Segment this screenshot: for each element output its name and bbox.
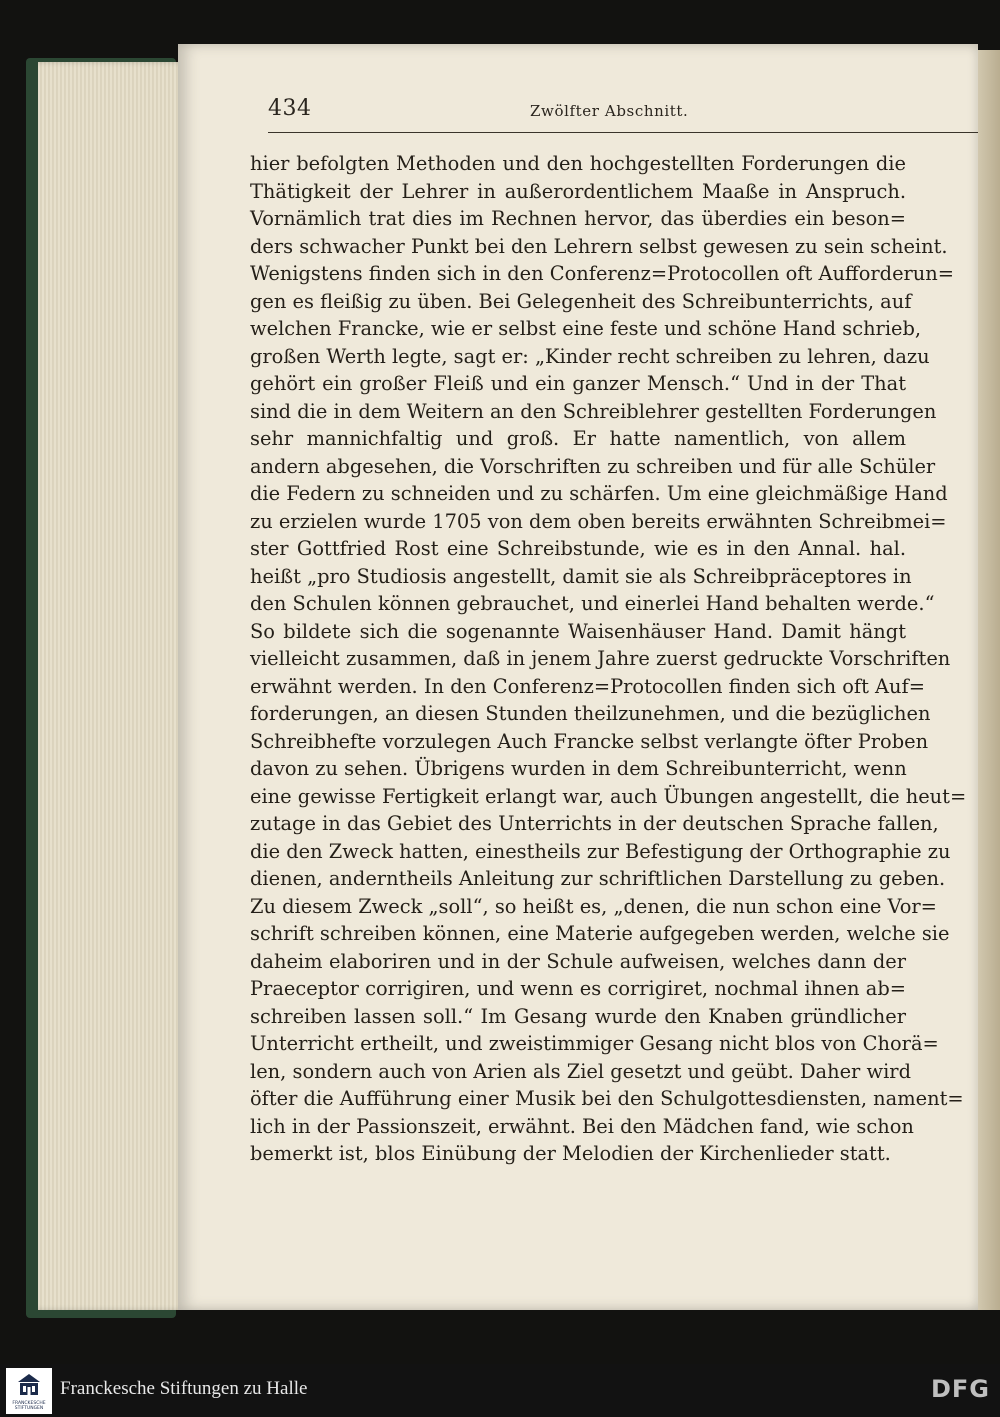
page-header [268, 92, 978, 133]
text-line: die Federn zu schneiden und zu schärfen. Um eine gleichmäßige Hand [250, 482, 948, 505]
text-line: zutage in das Gebiet des Unterrichts in der deutschen Sprache fallen, [250, 812, 939, 835]
text-line: schreiben lassen soll.“ Im Gesang wurde den Knaben gründlicher [250, 1004, 906, 1028]
text-line: So bildete sich die sogenannte Waisenhäuser Hand. Damit hängt [250, 619, 906, 643]
institution-name: Franckesche Stiftungen zu Halle [60, 1378, 308, 1399]
text-line: gehört ein großer Fleiß und ein ganzer Mensch.“ Und in der That [250, 372, 906, 395]
page-edges [38, 62, 188, 1310]
text-line: hier befolgten Methoden und den hochgestellten Forderungen die [250, 152, 906, 175]
running-head: Zwölfter Abschnitt. [530, 102, 689, 120]
text-line: Schreibhefte vorzulegen Auch Francke selbst verlangte öfter Proben [250, 729, 929, 753]
building-icon [16, 1372, 42, 1400]
text-line: davon zu sehen. Übrigens wurden in dem Schreibunterricht, wenn [250, 757, 907, 780]
text-line: forderungen, an diesen Stunden theilzunehmen, und die bezüglichen [250, 702, 931, 725]
logo-caption: FRANCKESCHE STIFTUNGEN [12, 1401, 46, 1411]
text-line: Zu diesem Zweck „soll“, so heißt es, „denen, die nun schon eine Vor= [250, 894, 937, 918]
text-line: zu erzielen wurde 1705 von dem oben bereits erwähnten Schreibmei= [250, 509, 947, 533]
text-line: Thätigkeit der Lehrer in außerordentlichem Maaße in Anspruch. [250, 179, 906, 203]
page-number: 434 [268, 96, 312, 121]
text-line: welchen Francke, wie er selbst eine feste und schöne Hand schrieb, [250, 317, 922, 340]
text-line: heißt „pro Studiosis angestellt, damit sie als Schreibpräceptores in [250, 564, 912, 588]
text-line: ders schwacher Punkt bei den Lehrern selbst gewesen zu sein scheint. [250, 234, 948, 258]
body-text [250, 150, 967, 1168]
text-line: bemerkt ist, blos Einübung der Melodien der Kirchenlieder statt. [250, 1142, 891, 1165]
text-line: gen es fleißig zu üben. Bei Gelegenheit des Schreibunterrichts, auf [250, 289, 912, 313]
text-line: großen Werth legte, sagt er: „Kinder recht schreiben zu lehren, dazu [250, 344, 930, 368]
text-line: sehr mannichfaltig und groß. Er hatte namentlich, von allem [250, 427, 906, 450]
text-line: ster Gottfried Rost eine Schreibstunde, wie es in den Annal. hal. [250, 537, 906, 560]
text-line: Praeceptor corrigiren, und wenn es corrigiret, nochmal ihnen ab= [250, 977, 906, 1000]
text-line: len, sondern auch von Arien als Ziel gesetzt und geübt. Daher wird [250, 1059, 911, 1083]
dfg-logo[interactable]: DFG [930, 1375, 990, 1403]
text-line: sind die in dem Weitern an den Schreiblehrer gestellten Forderungen [250, 399, 937, 423]
text-line: Vornämlich trat dies im Rechnen hervor, das überdies ein beson= [250, 207, 906, 230]
text-line: Unterricht ertheilt, und zweistimmiger Gesang nicht blos von Chorä= [250, 1032, 939, 1055]
text-line: Wenigstens finden sich in den Conferenz=Protocollen oft Aufforderun= [250, 262, 955, 285]
institution-logo[interactable] [6, 1368, 52, 1414]
text-line: vielleicht zusammen, daß in jenem Jahre zuerst gedruckte Vorschriften [250, 647, 951, 670]
text-line: andern abgesehen, die Vorschriften zu schreiben und für alle Schüler [250, 454, 936, 478]
text-line: daheim elaboriren und in der Schule aufweisen, welches dann der [250, 949, 906, 973]
viewer-footer [0, 1364, 1000, 1417]
text-line: schrift schreiben können, eine Materie aufgegeben werden, welche sie [250, 922, 950, 945]
text-line: die den Zweck hatten, einestheils zur Befestigung der Orthographie zu [250, 839, 951, 863]
text-line: erwähnt werden. In den Conferenz=Protocollen finden sich oft Auf= [250, 674, 925, 698]
text-line: lich in der Passionszeit, erwähnt. Bei den Mädchen fand, wie schon [250, 1114, 914, 1138]
text-line: eine gewisse Fertigkeit erlangt war, auch Übungen angestellt, die heut= [250, 784, 967, 808]
text-line: öfter die Aufführung einer Musik bei den Schulgottesdiensten, nament= [250, 1087, 964, 1110]
text-line: den Schulen können gebrauchet, und einerlei Hand behalten werde.“ [250, 592, 935, 615]
text-line: dienen, anderntheils Anleitung zur schriftlichen Darstellung zu geben. [250, 867, 946, 890]
